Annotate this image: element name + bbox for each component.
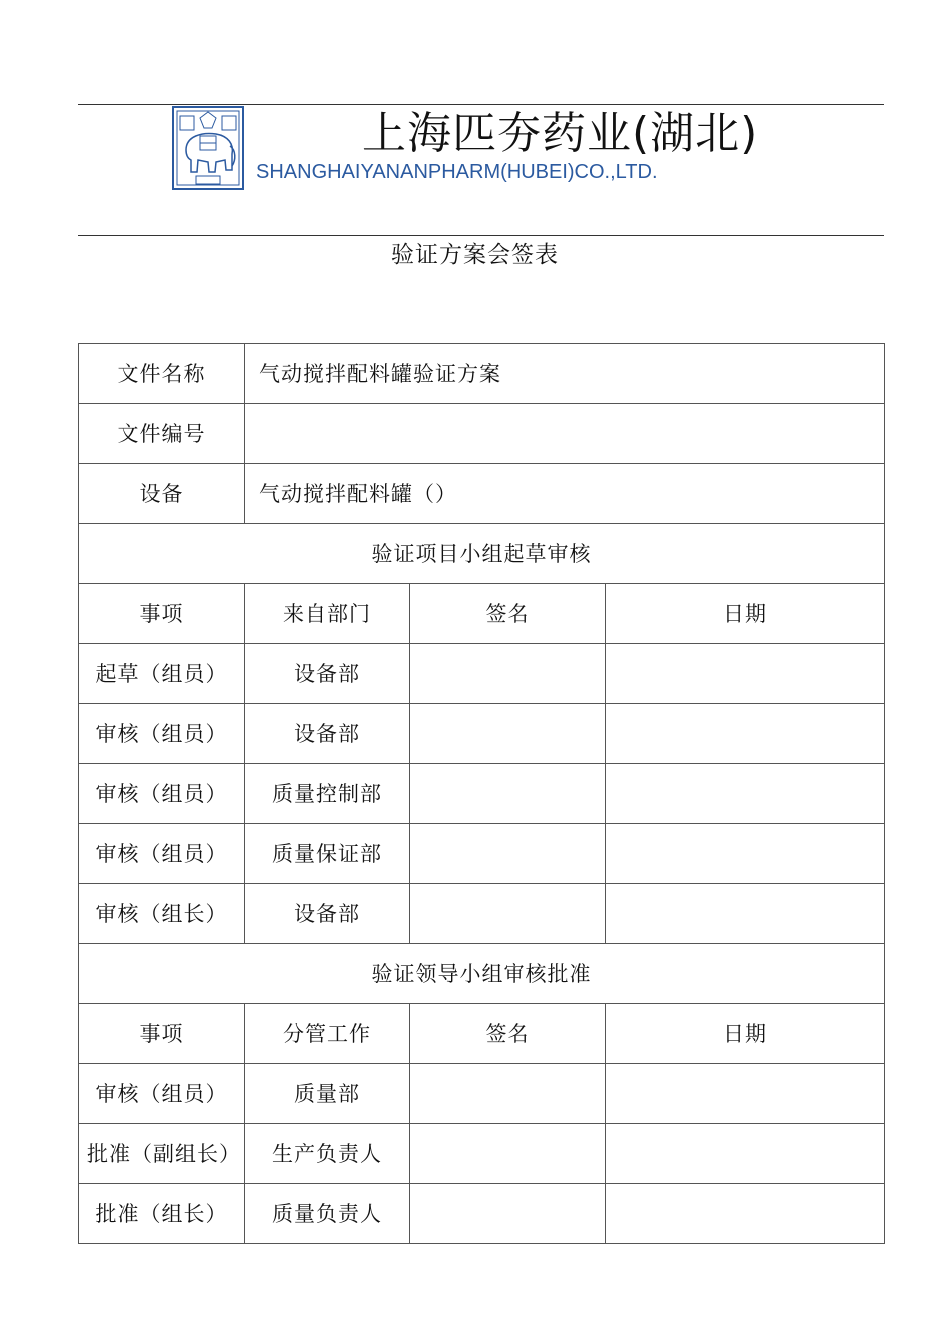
table-row [79, 1064, 885, 1124]
date-cell[interactable] [606, 1124, 885, 1184]
section-heading-draft-review: 验证项目小组起草审核 [79, 524, 885, 584]
signature-cell[interactable] [410, 644, 606, 704]
dept-cell: 质量部 [245, 1064, 410, 1124]
sign-off-table [78, 343, 885, 1244]
elephant-logo-icon [172, 106, 244, 190]
signature-cell[interactable] [410, 1184, 606, 1244]
date-cell[interactable] [606, 704, 885, 764]
dept-cell: 质量控制部 [245, 764, 410, 824]
table-row [79, 344, 885, 404]
date-cell[interactable] [606, 644, 885, 704]
dept-cell: 质量保证部 [245, 824, 410, 884]
signature-cell[interactable] [410, 704, 606, 764]
table-row [79, 464, 885, 524]
table-row [79, 704, 885, 764]
item-cell: 审核（组员） [79, 704, 245, 764]
item-cell: 审核（组员） [79, 1064, 245, 1124]
doc-name-value[interactable]: 气动搅拌配料罐验证方案 [245, 344, 885, 404]
column-header: 事项 [79, 584, 245, 644]
dept-cell: 设备部 [245, 704, 410, 764]
doc-number-label: 文件编号 [79, 404, 245, 464]
column-header: 签名 [410, 584, 606, 644]
item-cell: 起草（组员） [79, 644, 245, 704]
column-header: 日期 [606, 1004, 885, 1064]
item-cell: 审核（组长） [79, 884, 245, 944]
item-cell: 批准（组长） [79, 1184, 245, 1244]
table-row [79, 764, 885, 824]
dept-cell: 质量负责人 [245, 1184, 410, 1244]
table-header-row [79, 584, 885, 644]
signature-cell[interactable] [410, 884, 606, 944]
table-row [79, 1184, 885, 1244]
table-header-row [79, 1004, 885, 1064]
equipment-value[interactable]: 气动搅拌配料罐（） [245, 464, 885, 524]
date-cell[interactable] [606, 764, 885, 824]
table-row [79, 1124, 885, 1184]
page-title: 验证方案会签表 [391, 242, 559, 268]
company-logo [172, 106, 244, 190]
doc-name-label: 文件名称 [79, 344, 245, 404]
equipment-label: 设备 [79, 464, 245, 524]
item-cell: 审核（组员） [79, 824, 245, 884]
date-cell[interactable] [606, 884, 885, 944]
signature-cell[interactable] [410, 824, 606, 884]
column-header: 日期 [606, 584, 885, 644]
header-rule-bottom [78, 235, 884, 236]
dept-cell: 设备部 [245, 644, 410, 704]
date-cell[interactable] [606, 1184, 885, 1244]
item-cell: 批准（副组长） [79, 1124, 245, 1184]
column-header: 分管工作 [245, 1004, 410, 1064]
dept-cell: 生产负责人 [245, 1124, 410, 1184]
company-name-cn: 上海匹夯药业(湖北) [362, 108, 759, 159]
doc-number-value[interactable] [245, 404, 885, 464]
table-row [79, 944, 885, 1004]
column-header: 来自部门 [245, 584, 410, 644]
column-header: 签名 [410, 1004, 606, 1064]
section-heading-approval: 验证领导小组审核批准 [79, 944, 885, 1004]
signature-cell[interactable] [410, 764, 606, 824]
company-name-en: SHANGHAIYANANPHARM(HUBEI)CO.,LTD. [256, 161, 658, 183]
date-cell[interactable] [606, 824, 885, 884]
header-rule-top [78, 104, 884, 105]
dept-cell: 设备部 [245, 884, 410, 944]
table-row [79, 524, 885, 584]
table-row [79, 404, 885, 464]
table-row [79, 824, 885, 884]
table-row [79, 884, 885, 944]
signature-cell[interactable] [410, 1064, 606, 1124]
column-header: 事项 [79, 1004, 245, 1064]
date-cell[interactable] [606, 1064, 885, 1124]
item-cell: 审核（组员） [79, 764, 245, 824]
signature-cell[interactable] [410, 1124, 606, 1184]
table-row [79, 644, 885, 704]
